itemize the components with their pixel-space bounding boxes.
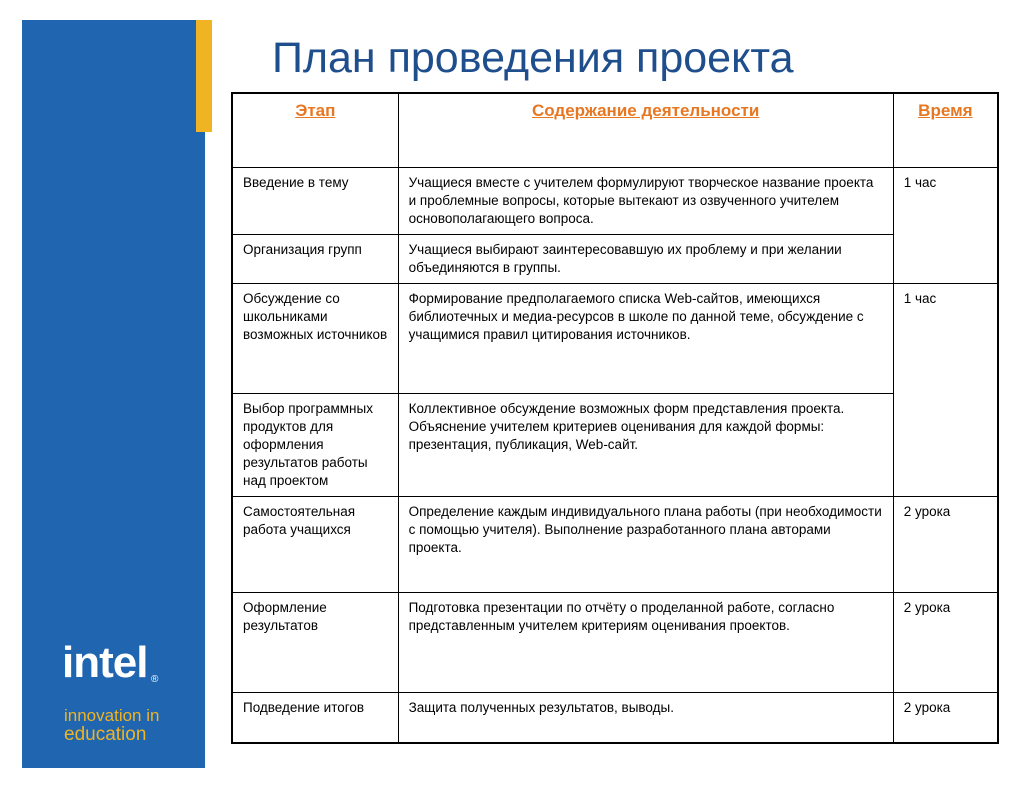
header-content: Содержание деятельности — [398, 93, 893, 167]
time-cell: 1 час — [893, 283, 998, 496]
stage-cell: Оформление результатов — [232, 592, 398, 692]
registered-mark: ® — [151, 674, 159, 685]
logo-tagline — [64, 706, 159, 744]
time-cell: 2 урока — [893, 592, 998, 692]
project-plan-table — [231, 92, 999, 744]
header-time: Время — [893, 93, 998, 167]
content-cell: Подготовка презентации по отчёту о проделанной работе, согласно представленным учителем критериям оценивания проектов. — [398, 592, 893, 692]
stage-cell: Обсуждение со школьниками возможных источников — [232, 283, 398, 393]
content-cell: Определение каждым индивидуального плана работы (при необходимости с помощью учителя). Выполнение разработанного плана авторами проекта. — [398, 496, 893, 592]
time-cell: 1 час — [893, 167, 998, 283]
table-header-row — [232, 93, 998, 167]
table-row — [232, 234, 998, 283]
tagline-line1: innovation in — [64, 706, 160, 725]
table-row — [232, 283, 998, 393]
content-cell: Защита полученных результатов, выводы. — [398, 692, 893, 743]
table-row — [232, 167, 998, 234]
stage-cell: Выбор программных продуктов для оформления результатов работы над проектом — [232, 393, 398, 496]
content-cell: Формирование предполагаемого списка Web-сайтов, имеющихся библиотечных и медиа-ресурсов в школе по данной теме, обсуждение с учащимися правил цитирования источников. — [398, 283, 893, 393]
intel-logo: intel — [62, 638, 148, 687]
stage-cell: Подведение итогов — [232, 692, 398, 743]
header-stage: Этап — [232, 93, 398, 167]
tagline-line2: education — [64, 724, 147, 745]
sidebar-accent-bar — [196, 20, 212, 132]
time-cell: 2 урока — [893, 692, 998, 743]
slide-title: План проведения проекта — [272, 34, 794, 82]
content-cell: Учащиеся вместе с учителем формулируют творческое название проекта и проблемные вопросы, которые вытекают из озвученного учителем основополагающего вопроса. — [398, 167, 893, 234]
stage-cell: Организация групп — [232, 234, 398, 283]
table-row — [232, 393, 998, 496]
time-cell: 2 урока — [893, 496, 998, 592]
table-row — [232, 692, 998, 743]
content-cell: Учащиеся выбирают заинтересовавшую их проблему и при желании объединяются в группы. — [398, 234, 893, 283]
stage-cell: Введение в тему — [232, 167, 398, 234]
table-row — [232, 592, 998, 692]
stage-cell: Самостоятельная работа учащихся — [232, 496, 398, 592]
table-row — [232, 496, 998, 592]
content-cell: Коллективное обсуждение возможных форм представления проекта. Объяснение учителем критериев оценивания для каждой формы: презентация, публикация, Web-сайт. — [398, 393, 893, 496]
